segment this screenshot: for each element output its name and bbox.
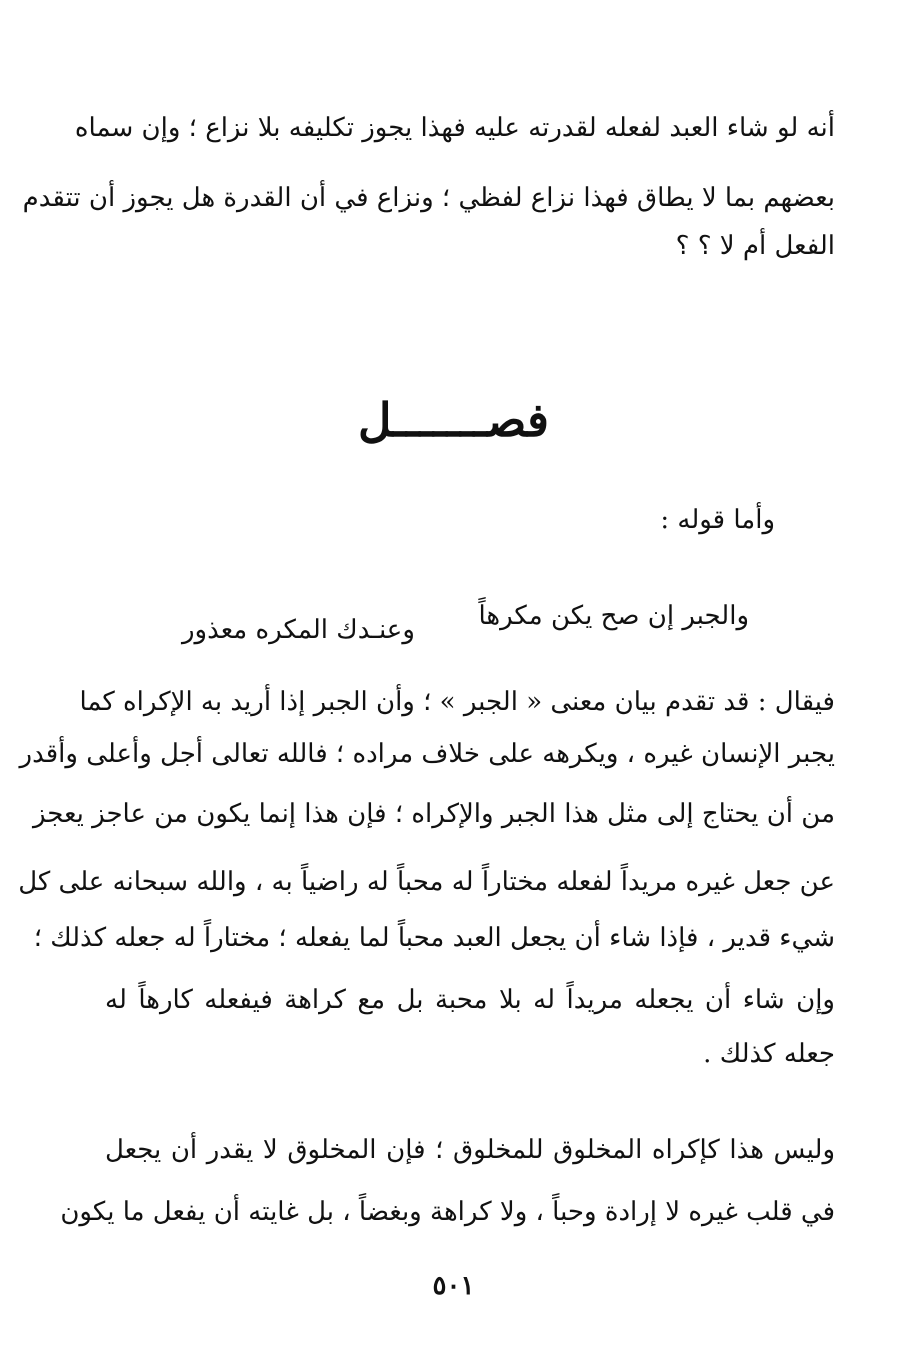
closing-paragraph-line-2: في قلب غيره لا إرادة وحباً ، ولا كراهة وبغضاً ، بل غايته أن يفعل ما يكون bbox=[60, 1197, 835, 1227]
response-paragraph-line-7: جعله كذلك . bbox=[703, 1039, 835, 1069]
intro-text: وأما قوله : bbox=[660, 505, 775, 535]
section-heading: فصـــــــل bbox=[357, 393, 550, 447]
response-paragraph-line-4: عن جعل غيره مريداً لفعله مختاراً له محباً له راضياً به ، والله سبحانه على كل bbox=[18, 867, 835, 897]
response-paragraph-line-1: فيقال : قد تقدم بيان معنى « الجبر » ؛ وأن الجبر إذا أريد به الإكراه كما bbox=[79, 687, 835, 717]
response-paragraph-line-6: وإن شاء أن يجعله مريداً له بلا محبة بل مع كراهة فيفعله كارهاً له bbox=[105, 985, 835, 1015]
response-paragraph-line-2: يجبر الإنسان غيره ، ويكرهه على خلاف مراده ؛ فالله تعالى أجل وأعلى وأقدر bbox=[19, 739, 835, 769]
top-paragraph-line-3: الفعل أم لا ؟ ؟ bbox=[675, 231, 835, 261]
page-number: ٥٠١ bbox=[432, 1271, 475, 1301]
top-paragraph-line-1: أنه لو شاء العبد لفعله لقدرته عليه فهذا يجوز تكليفه بلا نزاع ؛ وإن سماه bbox=[74, 113, 835, 143]
closing-paragraph-line-1: وليس هذا كإكراه المخلوق للمخلوق ؛ فإن المخلوق لا يقدر أن يجعل bbox=[105, 1135, 835, 1165]
verse-first-hemistich: والجبر إن صح يكن مكرهاً bbox=[478, 601, 749, 631]
verse-second-hemistich: وعنـدك المكره معذور bbox=[182, 615, 415, 645]
response-paragraph-line-5: شيء قدير ، فإذا شاء أن يجعل العبد محباً لما يفعله ؛ مختاراً له جعله كذلك ؛ bbox=[33, 923, 835, 953]
response-paragraph-line-3: من أن يحتاج إلى مثل هذا الجبر والإكراه ؛ فإن هذا إنما يكون من عاجز يعجز bbox=[32, 799, 835, 829]
top-paragraph-line-2: بعضهم بما لا يطاق فهذا نزاع لفظي ؛ ونزاع في أن القدرة هل يجوز أن تتقدم bbox=[22, 183, 835, 213]
